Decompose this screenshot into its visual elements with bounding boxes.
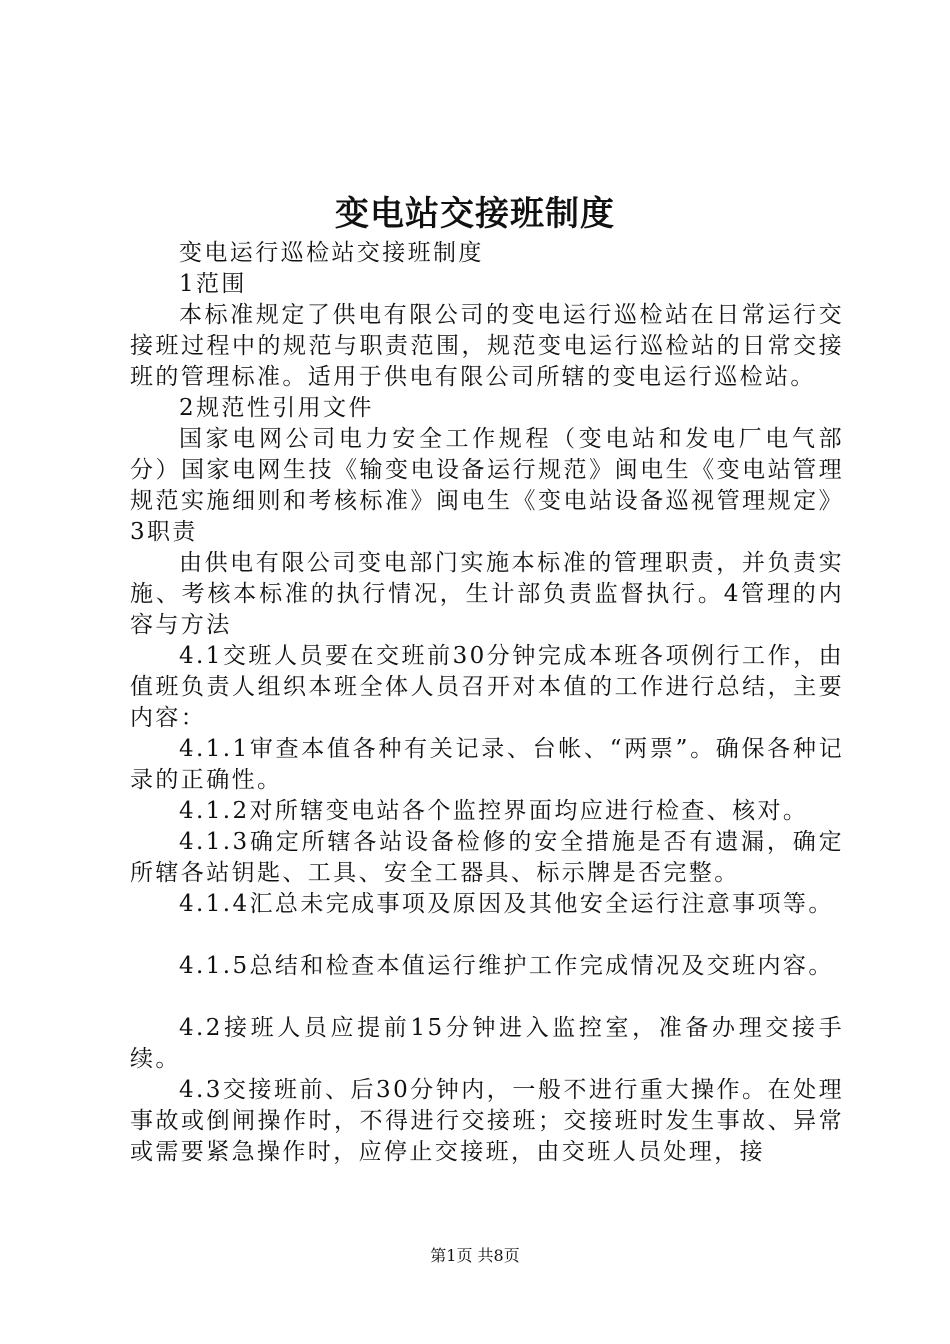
- paragraph-references: 国家电网公司电力安全工作规程（变电站和发电厂电气部分）国家电网生技《输变电设备运行规范》闽电生《变电站管理规范实施细则和考核标准》闽电生《变电站设备巡视管理规定》3职责: [130, 426, 844, 545]
- paragraph-4-1: 4.1交班人员要在交班前30分钟完成本班各项例行工作，由值班负责人组织本班全体人员召开对本值的工作进行总结，主要内容：: [130, 643, 844, 731]
- paragraph-4-1-4: 4.1.4汇总未完成事项及原因及其他安全运行注意事项等。: [179, 891, 834, 917]
- page-footer: 第1页 共8页: [430, 1246, 520, 1265]
- paragraph-4-1-2: 4.1.2对所辖变电站各个监控界面均应进行检查、核对。: [179, 798, 809, 824]
- paragraph-4-1-1: 4.1.1审查本值各种有关记录、台帐、“两票”。确保各种记录的正确性。: [130, 736, 844, 793]
- paragraph-subtitle: 变电运行巡检站交接班制度: [179, 240, 484, 266]
- heading-scope: 1范围: [179, 271, 247, 297]
- heading-references: 2规范性引用文件: [179, 395, 374, 421]
- document-title: 变电站交接班制度: [335, 194, 615, 234]
- paragraph-4-1-3: 4.1.3确定所辖各站设备检修的安全措施是否有遗漏，确定所辖各站钥匙、工具、安全工器具、标示牌是否完整。: [130, 829, 844, 886]
- document-body: [130, 238, 844, 1168]
- paragraph-4-1-5: 4.1.5总结和检查本值运行维护工作完成情况及交班内容。: [179, 953, 834, 979]
- paragraph-responsibility: 由供电有限公司变电部门实施本标准的管理职责，并负责实施、考核本标准的执行情况，生计部负责监督执行。4管理的内容与方法: [130, 550, 844, 638]
- paragraph-4-2: 4.2接班人员应提前15分钟进入监控室，准备办理交接手续。: [130, 1015, 844, 1072]
- paragraph-scope: 本标准规定了供电有限公司的变电运行巡检站在日常运行交接班过程中的规范与职责范围，规范变电运行巡检站的日常交接班的管理标准。适用于供电有限公司所辖的变电运行巡检站。: [130, 302, 844, 390]
- paragraph-4-3: 4.3交接班前、后30分钟内，一般不进行重大操作。在处理事故或倒闸操作时，不得进行交接班；交接班时发生事故、异常或需要紧急操作时，应停止交接班，由交班人员处理，接: [130, 1077, 844, 1165]
